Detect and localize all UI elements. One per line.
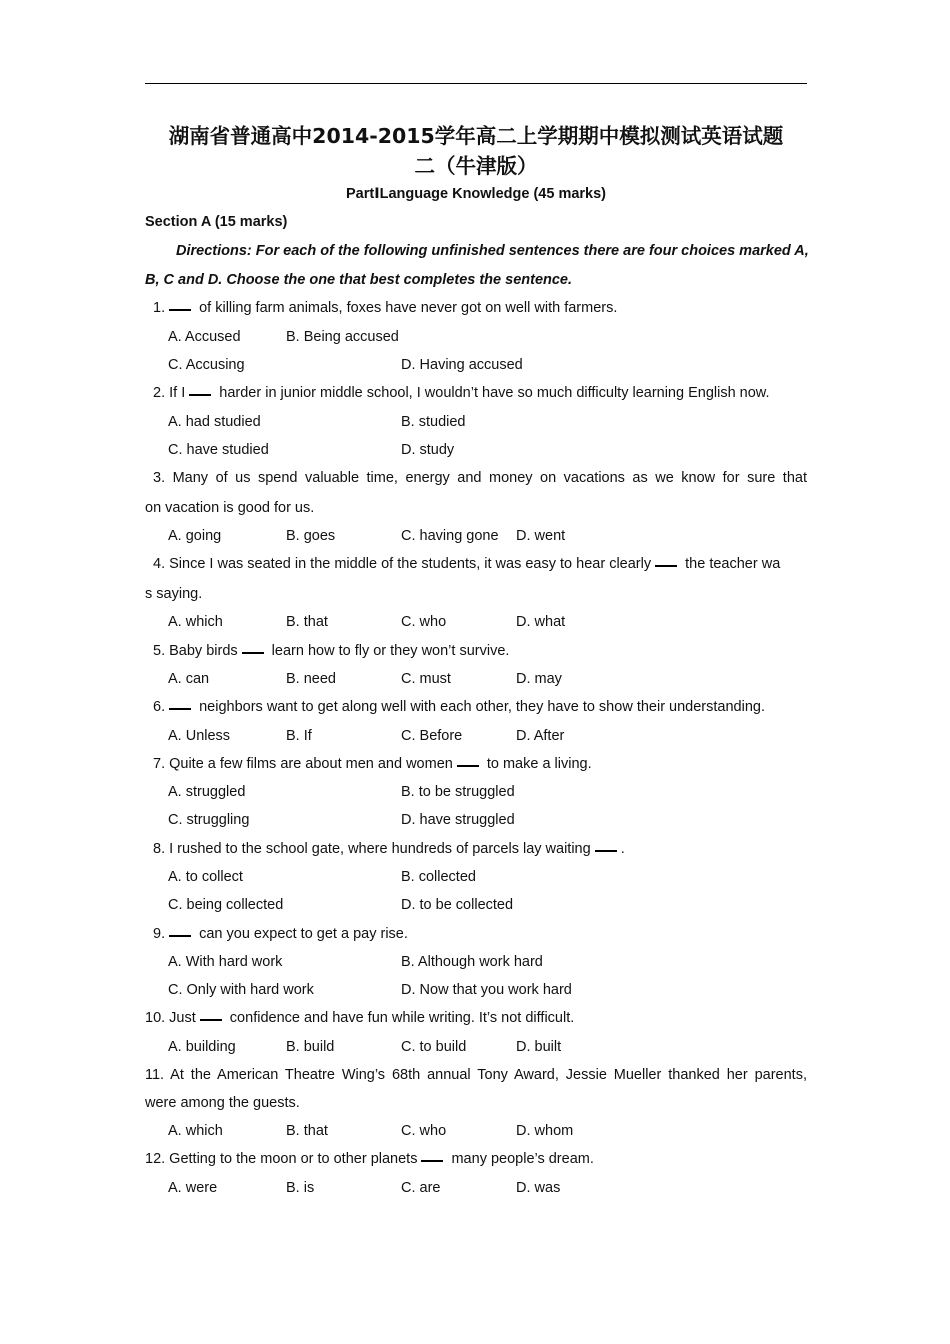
- header-rule: [145, 83, 807, 84]
- option-d: D. have struggled: [401, 812, 515, 828]
- option-a: A. Accused: [168, 329, 241, 345]
- option-c: C. have studied: [168, 442, 269, 458]
- option-c: C. being collected: [168, 897, 284, 913]
- option-d: D. built: [516, 1039, 562, 1055]
- option-d: D. Now that you work hard: [401, 982, 572, 998]
- part-heading: PartⅠLanguage Knowledge (45 marks): [345, 186, 607, 202]
- question-8: 8. I rushed to the school gate, where hundreds of parcels lay waiting .: [153, 841, 625, 857]
- option-d: D. may: [516, 671, 562, 687]
- option-b: B. that: [286, 1123, 328, 1139]
- question-6: 6. neighbors want to get along well with each other, they have to show their understanding.: [153, 699, 765, 715]
- title-line-1: 湖南省普通高中2014-2015学年高二上学期期中模拟测试英语试题: [168, 124, 784, 148]
- option-c: C. Before: [401, 728, 463, 744]
- option-b: B. Being accused: [286, 329, 399, 345]
- option-c: C. are: [401, 1180, 441, 1196]
- title-line-2: 二（牛津版）: [414, 154, 538, 178]
- answer-blank: [169, 708, 191, 710]
- option-b: B. is: [286, 1180, 315, 1196]
- option-b: B. studied: [401, 414, 466, 430]
- answer-blank: [457, 765, 479, 767]
- answer-blank: [169, 309, 191, 311]
- option-c: C. must: [401, 671, 451, 687]
- question-3-line-1: 3. Many of us spend valuable time, energy and money on vacations as we know for sure that: [153, 470, 807, 486]
- option-c: C. who: [401, 1123, 447, 1139]
- option-b: B. If: [286, 728, 312, 744]
- option-c: C. struggling: [168, 812, 250, 828]
- option-b: B. need: [286, 671, 336, 687]
- answer-blank: [189, 394, 211, 396]
- option-a: A. had studied: [168, 414, 261, 430]
- question-12: 12. Getting to the moon or to other planets many people’s dream.: [145, 1151, 594, 1167]
- option-a: A. to collect: [168, 869, 243, 885]
- option-d: D. went: [516, 528, 566, 544]
- question-1: 1. of killing farm animals, foxes have never got on well with farmers.: [153, 300, 618, 316]
- option-c: C. Accusing: [168, 357, 245, 373]
- question-10: 10. Just confidence and have fun while writing. It’s not difficult.: [145, 1010, 575, 1026]
- option-d: D. what: [516, 614, 566, 630]
- option-d: D. After: [516, 728, 565, 744]
- option-c: C. having gone: [401, 528, 499, 544]
- section-heading: Section A (15 marks): [145, 214, 288, 230]
- option-a: A. going: [168, 528, 222, 544]
- option-a: A. building: [168, 1039, 236, 1055]
- option-b: B. Although work hard: [401, 954, 543, 970]
- option-d: D. to be collected: [401, 897, 514, 913]
- answer-blank: [169, 935, 191, 937]
- question-4-line-2: s saying.: [145, 586, 203, 602]
- option-c: C. to build: [401, 1039, 467, 1055]
- option-a: A. which: [168, 1123, 223, 1139]
- option-b: B. goes: [286, 528, 336, 544]
- option-a: A. With hard work: [168, 954, 283, 970]
- option-c: C. Only with hard work: [168, 982, 314, 998]
- answer-blank: [200, 1019, 222, 1021]
- question-5: 5. Baby birds learn how to fly or they won’t survive.: [153, 643, 510, 659]
- option-b: B. build: [286, 1039, 335, 1055]
- option-d: D. study: [401, 442, 455, 458]
- answer-blank: [595, 850, 617, 852]
- question-11-line-2: were among the guests.: [145, 1095, 300, 1111]
- option-a: A. struggled: [168, 784, 246, 800]
- option-d: D. whom: [516, 1123, 574, 1139]
- question-4-line-1: 4. Since I was seated in the middle of the students, it was easy to hear clearly the teacher wa: [153, 556, 781, 572]
- option-d: D. Having accused: [401, 357, 523, 373]
- option-a: A. which: [168, 614, 223, 630]
- directions-line-2: B, C and D. Choose the one that best completes the sentence.: [145, 272, 573, 288]
- question-7: 7. Quite a few films are about men and women to make a living.: [153, 756, 592, 772]
- question-9: 9. can you expect to get a pay rise.: [153, 926, 408, 942]
- option-b: B. that: [286, 614, 328, 630]
- directions-line-1: Directions: For each of the following unfinished sentences there are four choices marked A,: [176, 243, 809, 259]
- answer-blank: [655, 565, 677, 567]
- option-b: B. to be struggled: [401, 784, 515, 800]
- option-a: A. Unless: [168, 728, 231, 744]
- option-c: C. who: [401, 614, 447, 630]
- option-a: A. can: [168, 671, 210, 687]
- answer-blank: [242, 652, 264, 654]
- option-b: B. collected: [401, 869, 476, 885]
- option-d: D. was: [516, 1180, 561, 1196]
- question-3-line-2: on vacation is good for us.: [145, 500, 315, 516]
- option-a: A. were: [168, 1180, 218, 1196]
- question-2: 2. If I harder in junior middle school, I wouldn’t have so much difficulty learning English now.: [153, 385, 770, 401]
- question-11-line-1: 11. At the American Theatre Wing’s 68th annual Tony Award, Jessie Mueller thanked her parents,: [145, 1067, 807, 1083]
- answer-blank: [421, 1160, 443, 1162]
